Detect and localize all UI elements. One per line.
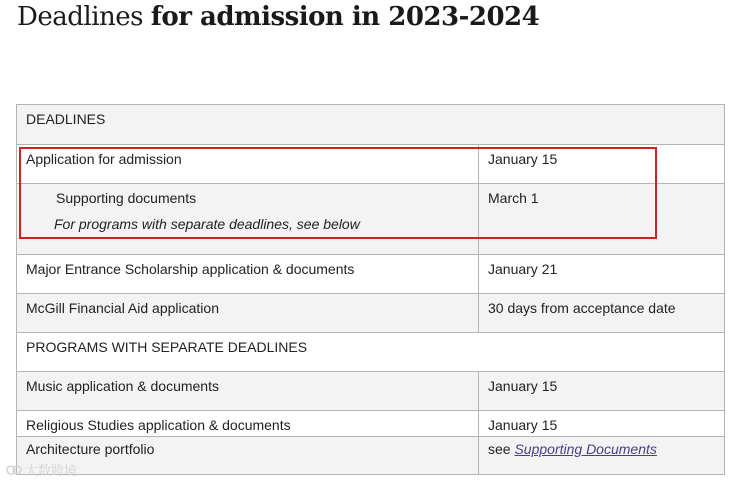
table-row: [17, 255, 725, 294]
table-row: [17, 437, 725, 475]
row-value: 30 days from acceptance date: [488, 300, 676, 316]
row-label: Application for admission: [26, 151, 182, 167]
table-row: [17, 294, 725, 333]
row-label: Architecture portfolio: [26, 441, 155, 457]
table-row: [17, 411, 725, 437]
watermark-text: 大数跨境: [25, 463, 78, 478]
row-value: January 15: [488, 417, 558, 433]
row-label: Music application & documents: [26, 378, 219, 394]
page-title-part-2: for admission in 2023-2024: [150, 2, 540, 32]
row-note: For programs with separate deadlines, see below: [54, 216, 360, 232]
section-header-row: [17, 333, 725, 372]
section-header-deadlines: DEADLINES: [17, 105, 725, 145]
row-label: McGill Financial Aid application: [26, 300, 219, 316]
watermark-logo-icon: [6, 464, 22, 476]
row-value: January 15: [488, 151, 558, 167]
row-label: Religious Studies application & documents: [26, 417, 291, 433]
row-label-sub: Supporting documents: [56, 190, 197, 206]
table-row: [17, 372, 725, 411]
supporting-documents-link[interactable]: Supporting Documents: [514, 441, 657, 457]
table-row: [17, 184, 725, 255]
row-value: [488, 437, 715, 457]
watermark: [6, 460, 77, 479]
deadlines-table: [16, 104, 725, 475]
section-header-programs: PROGRAMS WITH SEPARATE DEADLINES: [17, 333, 725, 372]
table-row: [17, 145, 725, 184]
page-title-part-1: Deadlines: [17, 2, 143, 32]
page-title: [17, 2, 539, 32]
section-header-row: [17, 105, 725, 145]
row-value: March 1: [488, 190, 539, 206]
row-value: January 21: [488, 261, 558, 277]
row-value: January 15: [488, 378, 558, 394]
row-label: Major Entrance Scholarship application & documents: [26, 261, 355, 277]
value-prefix: see: [488, 441, 511, 457]
